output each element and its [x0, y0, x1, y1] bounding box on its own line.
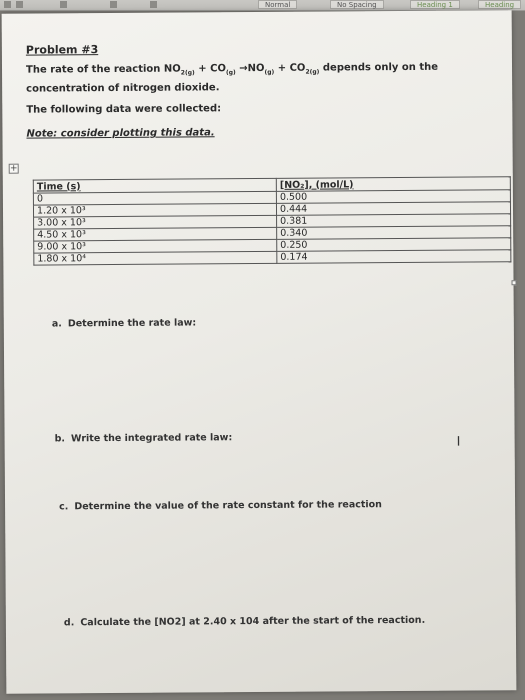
concentration-cell: 0.500	[276, 190, 510, 204]
time-cell: 9.00 x 10³	[34, 239, 277, 253]
reaction-state: 2(g)	[180, 69, 195, 77]
concentration-cell: 0.174	[277, 250, 511, 264]
toolbar-icon[interactable]	[60, 1, 67, 8]
style-no-spacing[interactable]: No Spacing	[330, 0, 384, 9]
reaction-term: NO	[163, 63, 181, 75]
toolbar-icon[interactable]	[150, 1, 157, 8]
reaction-equation	[164, 63, 320, 75]
reaction-state: 2(g)	[305, 68, 320, 76]
question-label: a.	[51, 318, 62, 330]
word-ribbon	[0, 0, 525, 11]
text-cursor-icon: I	[456, 434, 461, 450]
toolbar-icon[interactable]	[4, 1, 11, 8]
reaction-term: + CO	[194, 63, 226, 75]
question-text: Determine the rate law:	[67, 317, 197, 330]
question-d	[64, 615, 425, 629]
time-cell: 3.00 x 10³	[34, 215, 277, 229]
concentration-cell: 0.340	[277, 226, 511, 240]
question-text: Write the integrated rate law:	[70, 432, 233, 445]
toolbar-icon[interactable]	[110, 1, 117, 8]
concentration-cell: 0.381	[277, 214, 511, 228]
reaction-state: (g)	[264, 68, 275, 76]
question-text: Determine the value of the rate constant for the reaction	[74, 499, 382, 513]
intro-rest: depends only on the concentration of nitrogen dioxide.	[26, 61, 439, 95]
time-cell: 4.50 x 10³	[34, 227, 277, 241]
time-cell: 1.20 x 10³	[33, 203, 276, 217]
intro-prefix: The rate of the reaction	[25, 63, 164, 76]
plotting-note: Note: consider plotting this data.	[26, 127, 215, 140]
toolbar-icon[interactable]	[16, 1, 23, 8]
question-a	[52, 317, 196, 329]
time-cell: 0	[33, 191, 276, 205]
style-heading[interactable]: Heading	[478, 0, 521, 9]
concentration-cell: 0.444	[276, 202, 510, 216]
question-c	[59, 499, 382, 512]
header-text: Time (s)	[36, 180, 81, 193]
reaction-state: (g)	[225, 69, 236, 77]
reaction-term: →NO	[235, 62, 265, 75]
concentration-cell: 0.250	[277, 238, 511, 252]
table-row	[34, 250, 511, 265]
time-cell: 1.80 x 10⁴	[34, 251, 277, 265]
question-label: b.	[54, 433, 66, 445]
question-text: Calculate the [NO2] at 2.40 x 104 after the start of the reaction.	[80, 614, 426, 629]
header-text: [NO₂], (mol/L)	[279, 178, 354, 191]
question-label: d.	[63, 617, 75, 629]
problem-intro	[26, 59, 506, 96]
problem-title: Problem #3	[25, 43, 99, 57]
question-b	[55, 432, 233, 444]
style-normal[interactable]: Normal	[258, 0, 297, 9]
data-collected-label: The following data were collected:	[26, 103, 222, 116]
data-table	[33, 176, 512, 265]
reaction-term: + CO	[274, 62, 306, 74]
style-heading-1[interactable]: Heading 1	[410, 0, 460, 9]
table-resize-handle-icon[interactable]	[512, 280, 517, 285]
table-move-handle-icon[interactable]: +	[9, 163, 18, 174]
question-label: c.	[59, 501, 69, 513]
document-page[interactable]	[2, 10, 517, 694]
